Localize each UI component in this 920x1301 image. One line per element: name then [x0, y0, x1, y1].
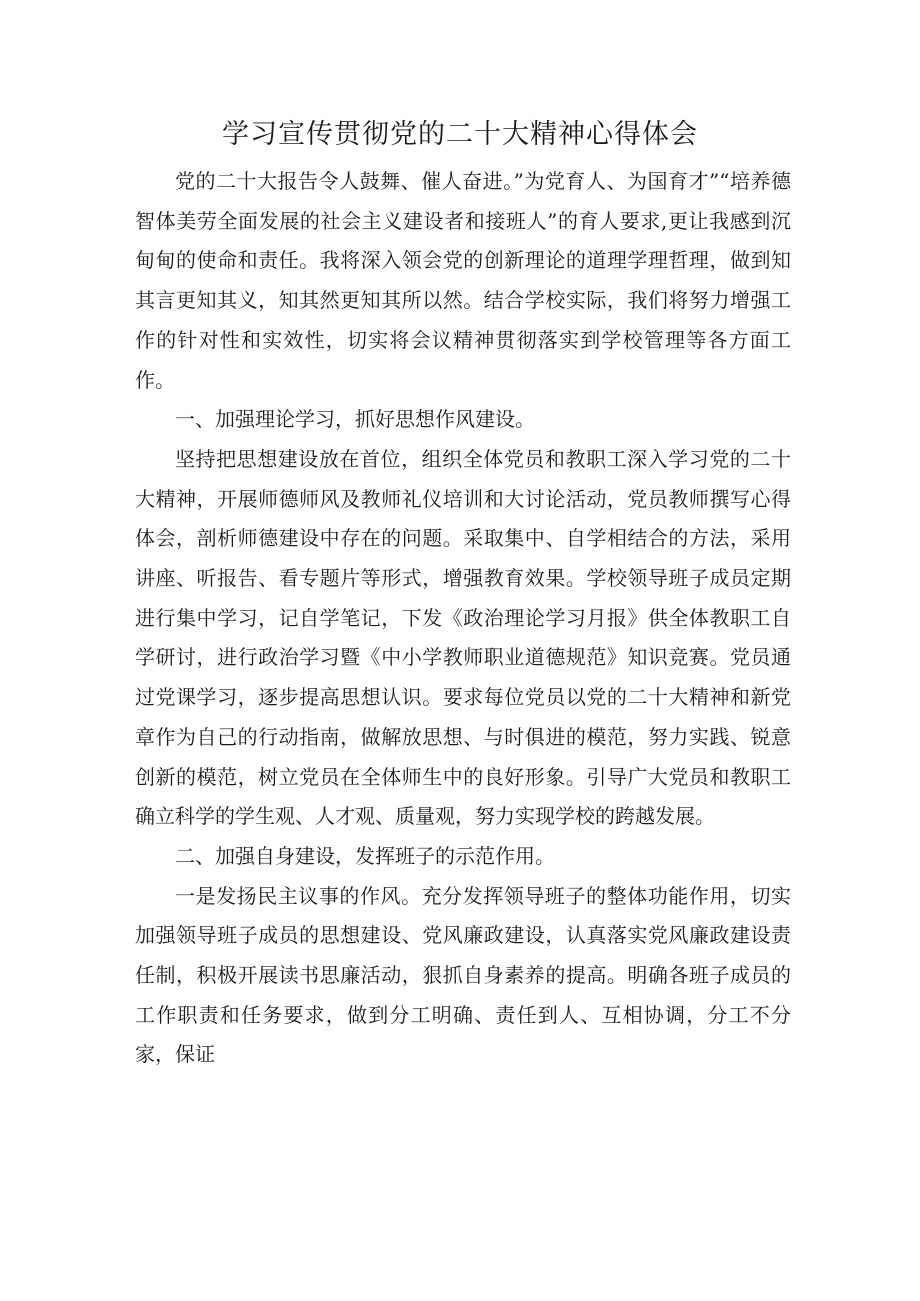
paragraph-section-2: 一是发扬民主议事的作风。充分发挥领导班子的整体功能作用，切实加强领导班子成员的思想建设、党风廉政建设，认真落实党风廉政建设责任制，积极开展读书思廉活动，狠抓自身素养的提高。明确各班子成员的工作职责和任务要求，做到分工明确、责任到人、互相协调，分工不分家，保证 — [135, 883, 791, 1067]
section-heading-2: 二、加强自身建设，发挥班子的示范作用。 — [175, 843, 555, 868]
paragraph-section-1: 坚持把思想建设放在首位，组织全体党员和教职工深入学习党的二十大精神，开展师德师风及教师礼仪培训和大讨论活动，党员教师撰写心得体会，剖析师德建设中存在的问题。采取集中、自学相结合的方法，采用讲座、听报告、看专题片等形式，增强教育效果。学校领导班子成员定期进行集中学习，记自学笔记，下发《政治理论学习月报》供全体教职工自学研讨，进行政治学习暨《中小学教师职业道德规范》知识竞赛。党员通过党课学习，逐步提高思想认识。要求每位党员以党的二十大精神和新党章作为自己的行动指南，做解放思想、与时俱进的模范，努力实践、锐意创新的模范，树立党员在全体师生中的良好形象。引导广大党员和教职工确立科学的学生观、人才观、质量观，努力实现学校的跨越发展。 — [135, 446, 791, 829]
document-title: 学习宣传贯彻党的二十大精神心得体会 — [222, 119, 698, 150]
document-body — [135, 162, 791, 1075]
section-heading-1: 一、加强理论学习，抓好思想作风建设。 — [175, 407, 535, 432]
paragraph-intro: 党的二十大报告令人鼓舞、催人奋进。”为党育人、为国育才”“培养德智体美劳全面发展的社会主义建设者和接班人”的育人要求,更让我感到沉甸甸的使命和责任。我将深入领会党的创新理论的道理学理哲理，做到知其言更知其义，知其然更知其所以然。结合学校实际，我们将努力增强工作的针对性和实效性，切实将会议精神贯彻落实到学校管理等各方面工作。 — [135, 169, 791, 392]
